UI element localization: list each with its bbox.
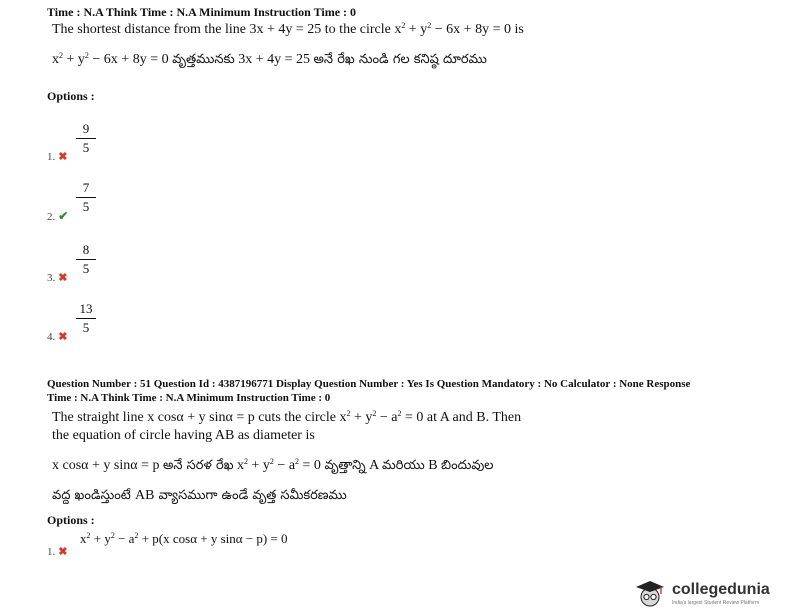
denominator: 5 — [82, 140, 90, 155]
q50-option-3-fraction — [74, 243, 98, 276]
q51-telugu-line-1: x cosα + y sinα = p అనే సరళ రేఖ $x^2 + y^2 - a^2 = 0$ వృత్తాన్ని A మరియు B బిందువుల — [52, 457, 494, 473]
q50-options-label: Options : — [47, 89, 95, 103]
option-number: 2. — [47, 211, 56, 223]
option-number: 3. — [47, 272, 56, 284]
q50-option-2-fraction — [74, 181, 98, 214]
q51-meta-line-2: Time : N.A Think Time : N.A Minimum Instruction Time : 0 — [47, 392, 331, 404]
logo-name: collegedunia — [672, 581, 770, 598]
denominator: 5 — [82, 199, 90, 214]
wrong-cross-icon: ✖ — [58, 331, 68, 343]
q51-meta-line-1: Question Number : 51 Question Id : 4387196771 Display Question Number : Yes Is Question Mandatory : No Calculator : None Response — [47, 378, 691, 390]
logo-tagline: India's largest Student Review Platform — [672, 600, 760, 606]
q50-telugu-text: $x^2 + y^2 - 6x + 8y = 0$ వృత్తమునకు 3x + 4y = 25 అనే రేఖ నుండి గల కనిష్ఠ దూరము — [52, 51, 487, 67]
fraction-bar — [76, 138, 96, 139]
option-number: 1. — [47, 546, 56, 558]
q50-option-2[interactable] — [47, 209, 68, 224]
wrong-cross-icon: ✖ — [58, 151, 68, 163]
q51-telugu-line-2: వద్ద ఖండిస్తుంటే AB వ్యాసముగా ఉండే వృత్త సమీకరణము — [52, 488, 347, 503]
denominator: 5 — [82, 320, 90, 335]
wrong-cross-icon: ✖ — [58, 272, 68, 284]
wrong-cross-icon: ✖ — [58, 546, 68, 558]
q50-option-4-fraction — [74, 302, 98, 335]
denominator: 5 — [82, 261, 90, 276]
numerator: 7 — [82, 180, 90, 195]
q51-english-line-1: The straight line x cosα + y sinα = p cuts the circle $x^2 + y^2 - a^2 = 0$ at A and B. Then — [52, 409, 522, 425]
fraction-bar — [76, 197, 96, 198]
correct-check-icon: ✔ — [58, 209, 69, 223]
q50-meta: Time : N.A Think Time : N.A Minimum Instruction Time : 0 — [47, 5, 357, 19]
q51-option-1-text: $x^2 + y^2 - a^2 + p(x$ cosα + y sinα − p) = 0 — [80, 531, 288, 546]
q51-english-line-2: the equation of circle having AB as diameter is — [52, 428, 315, 443]
q51-options-label: Options : — [47, 513, 95, 527]
q50-option-4[interactable] — [47, 330, 67, 343]
numerator: 8 — [82, 242, 90, 257]
q50-option-1-fraction — [74, 122, 98, 155]
graduation-cap-icon — [634, 580, 666, 608]
option-number: 1. — [47, 151, 56, 163]
fraction-bar — [76, 259, 96, 260]
q50-option-1[interactable] — [47, 150, 67, 163]
q50-english-text: The shortest distance from the line 3x + 4y = 25 to the circle $x^2 + y^2 - 6x + 8y = 0$ is — [52, 21, 524, 37]
fraction-bar — [76, 318, 96, 319]
numerator: 13 — [79, 301, 93, 316]
q51-option-1[interactable] — [47, 545, 67, 558]
collegedunia-logo — [634, 580, 784, 608]
option-number: 4. — [47, 331, 56, 343]
numerator: 9 — [82, 121, 90, 136]
q50-option-3[interactable] — [47, 271, 67, 284]
